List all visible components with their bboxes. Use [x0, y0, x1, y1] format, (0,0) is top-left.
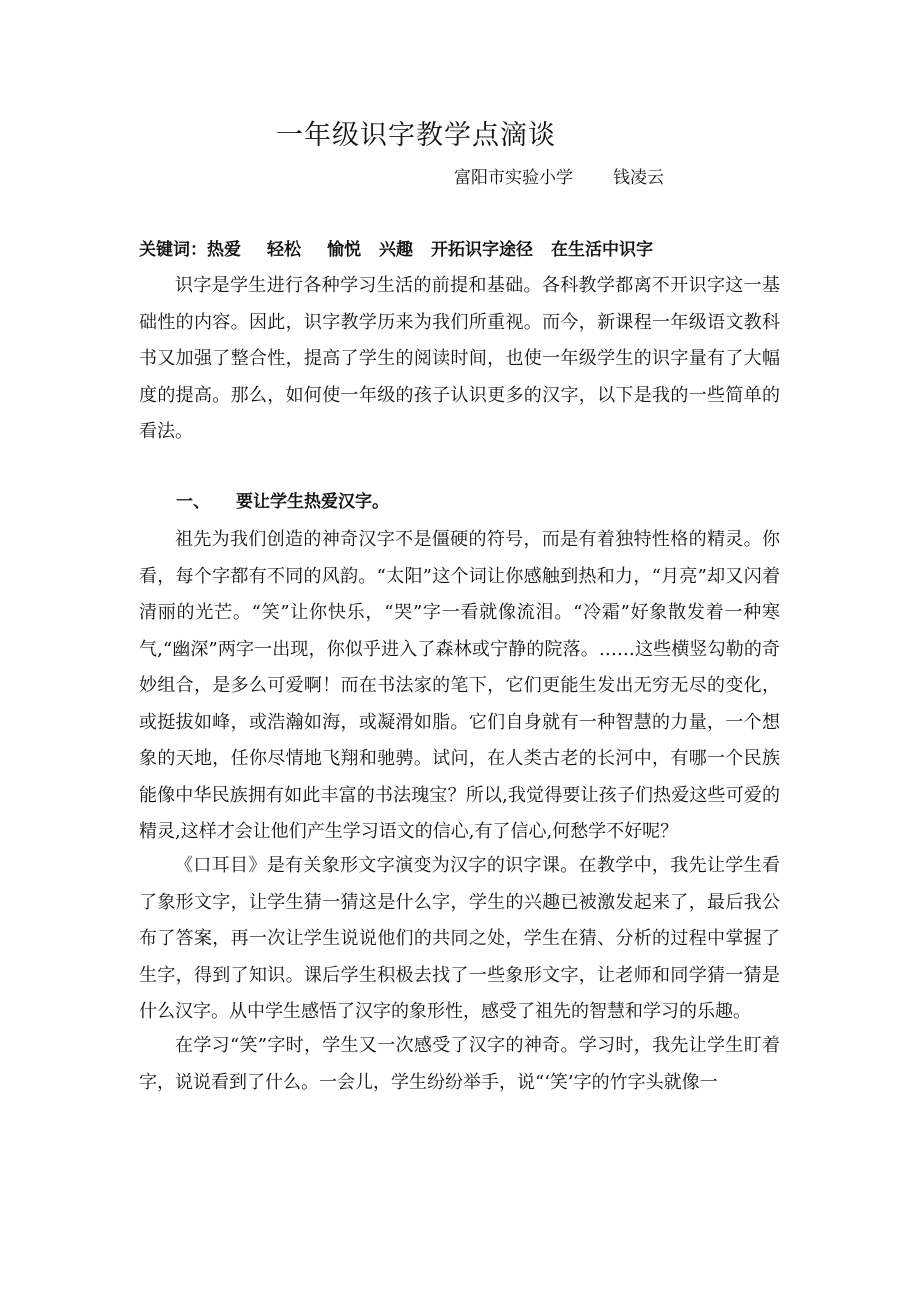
- byline: [454, 164, 664, 192]
- intro-paragraph: 识字是学生进行各种学习生活的前提和基础。各科教学都离不开识字这一基础性的内容。因此，识字教学历来为我们所重视。而今，新课程一年级语文教科书又加强了整合性，提高了学生的阅读时间，也使一年级学生的识字量有了大幅度的提高。那么，如何使一年级的孩子认识更多的汉字，以下是我的一些简单的看法。: [139, 275, 780, 442]
- body-paragraph: 《口耳目》是有关象形文字演变为汉字的识字课。在教学中，我先让学生看了象形文字，让学生猜一猜这是什么字，学生的兴趣已被激发起来了，最后我公布了答案，再一次让学生说说他们的共同之处，学生在猜、分析的过程中掌握了生字，得到了知识。课后学生积极去找了一些象形文字，让老师和同学猜一猜是什么汉字。从中学生感悟了汉字的象形性，感受了祖先的智慧和学习的乐趣。: [139, 855, 780, 1022]
- keyword: 开拓识字途径: [431, 240, 533, 260]
- body-paragraph: 祖先为我们创造的神奇汉字不是僵硬的符号，而是有着独特性格的精灵。你看，每个字都有不同的风韵。“太阳”这个词让你感触到热和力，“月亮”却又闪着清丽的光芒。“笑”让你快乐，“哭”字一看就像流泪。“冷霜”好象散发着一种寒气,“幽深”两字一出现，你似乎进入了森林或宁静的院落。……这些横竖勾勒的奇妙组合，是多么可爱啊！而在书法家的笔下，它们更能生发出无穷无尽的变化，或挺拔如峰，或浩瀚如海，或凝滑如脂。它们自身就有一种智慧的力量，一个想象的天地，任你尽情地飞翔和驰骋。试问，在人类古老的长河中，有哪一个民族能像中华民族拥有如此丰富的书法瑰宝？所以,我觉得要让孩子们热爱这些可爱的精灵,这样才会让他们产生学习语文的信心,有了信心,何愁学不好呢？: [139, 529, 780, 842]
- section-title: 要让学生热爱汉字。: [236, 492, 389, 512]
- keywords-label: 关键词：: [139, 240, 207, 260]
- section-number: 一、: [176, 492, 210, 512]
- body-paragraph: 在学习“笑”字时，学生又一次感受了汉字的神奇。学习时，我先让学生盯着字，说说看到了什么。一会儿，学生纷纷举手，说“‘笑’字的竹字头就像一: [139, 1035, 780, 1093]
- keyword: 兴趣: [379, 240, 413, 260]
- keywords-line: [139, 236, 653, 264]
- keyword: 愉悦: [327, 240, 361, 260]
- section-heading: [176, 488, 389, 516]
- school-name: 富阳市实验小学: [454, 168, 573, 188]
- keyword: 热爱: [207, 240, 241, 260]
- keyword: 在生活中识字: [551, 240, 653, 260]
- keyword: 轻松: [267, 240, 301, 260]
- document-title: 一年级识字教学点滴谈: [276, 120, 556, 151]
- author-name: 钱凌云: [613, 168, 664, 188]
